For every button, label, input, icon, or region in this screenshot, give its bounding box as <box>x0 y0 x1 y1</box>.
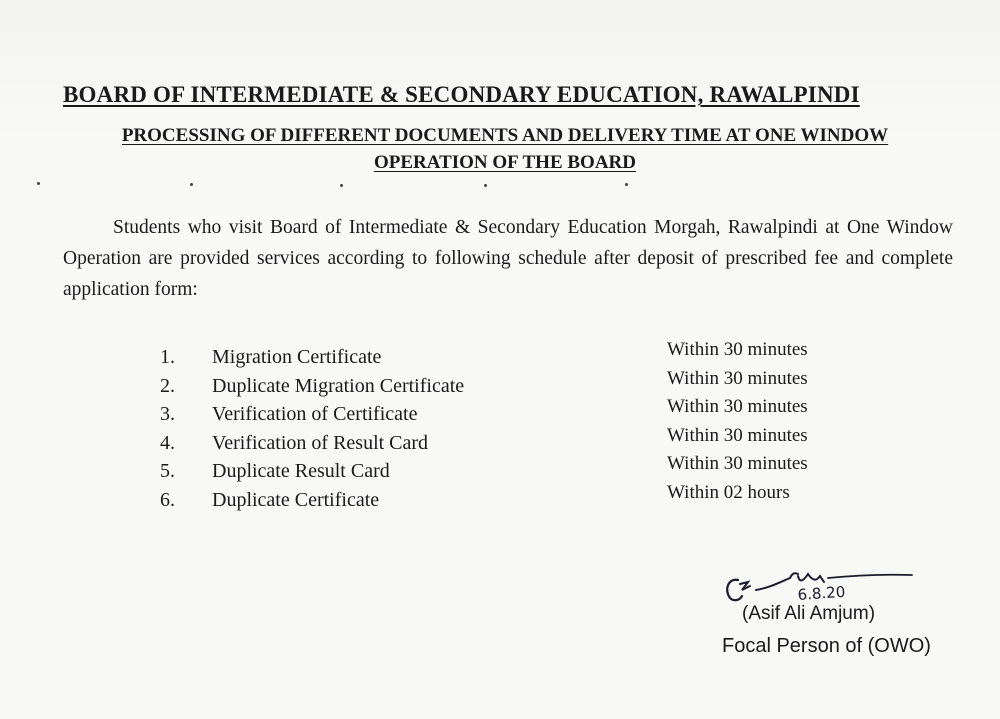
service-time: Within 30 minutes <box>667 367 808 389</box>
document-subtitle <box>60 122 950 176</box>
svg-text:6.8.20: 6.8.20 <box>797 582 846 604</box>
service-time: Within 30 minutes <box>667 396 808 417</box>
service-name: Duplicate Certificate <box>212 488 380 511</box>
service-time: Within 30 minutes <box>667 424 808 446</box>
service-time: Within 02 hours <box>667 481 790 503</box>
speck <box>625 183 628 186</box>
subtitle-line-2: OPERATION OF THE BOARD <box>374 152 636 173</box>
intro-paragraph: Students who visit Board of Intermediate & Secondary Education Morgah, Rawalpindi at One Window Operation are provided services according to following schedule after deposit of prescribed fee and complete application form: <box>63 217 953 300</box>
service-number: 2. <box>160 374 175 397</box>
speck <box>190 183 193 186</box>
speck <box>484 184 487 187</box>
speck <box>340 184 343 187</box>
service-name: Duplicate Result Card <box>212 460 390 482</box>
services-list <box>150 339 870 514</box>
service-name: Verification of Result Card <box>212 431 429 454</box>
service-time: Within 30 minutes <box>667 453 808 474</box>
service-row <box>150 481 870 515</box>
service-time: Within 30 minutes <box>667 339 808 360</box>
speck <box>37 182 40 185</box>
scan-specks <box>0 180 1000 190</box>
service-number: 4. <box>160 431 175 454</box>
service-name: Verification of Certificate <box>212 403 418 425</box>
service-number: 6. <box>160 488 175 511</box>
subtitle-line-1: PROCESSING OF DIFFERENT DOCUMENTS AND DELIVERY TIME AT ONE WINDOW <box>121 125 889 146</box>
signatory-name: (Asif Ali Amjum) <box>742 603 876 624</box>
service-number: 5. <box>160 460 175 482</box>
service-name: Duplicate Migration Certificate <box>212 374 465 397</box>
service-number: 1. <box>160 346 175 368</box>
service-number: 3. <box>160 403 175 425</box>
signatory-title: Focal Person of (OWO) <box>722 635 931 657</box>
service-name: Migration Certificate <box>212 346 382 368</box>
board-title: BOARD OF INTERMEDIATE & SECONDARY EDUCATION, RAWALPINDI <box>63 82 860 107</box>
